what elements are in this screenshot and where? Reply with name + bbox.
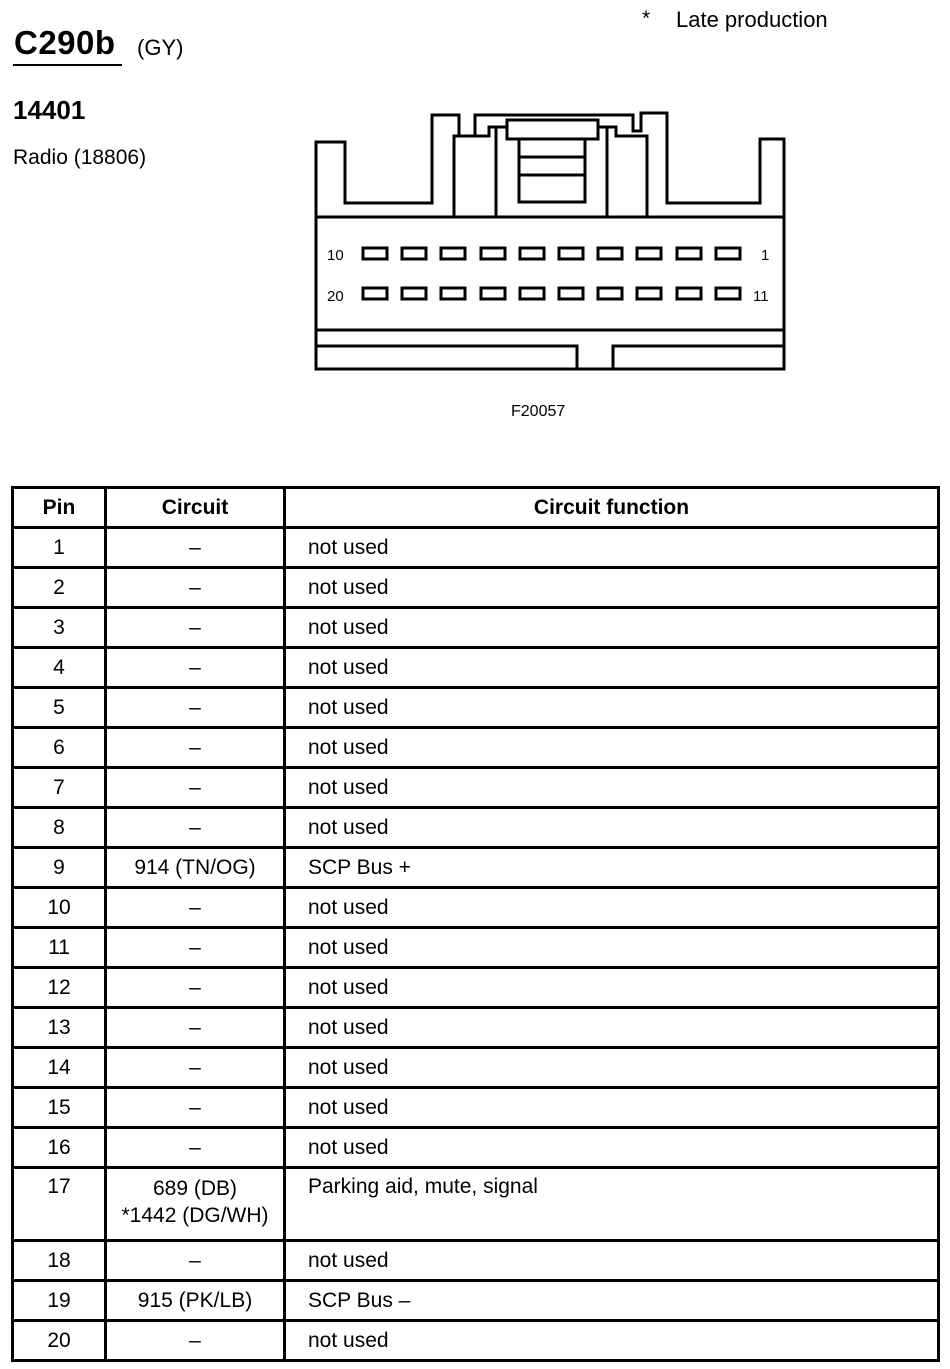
pin-cell: 13 <box>13 1008 106 1048</box>
pin-table <box>11 486 940 1362</box>
circuit-cell: – <box>106 888 285 928</box>
table-row <box>13 608 939 648</box>
circuit-cell: – <box>106 768 285 808</box>
circuit-cell: – <box>106 608 285 648</box>
function-cell: not used <box>285 688 939 728</box>
key-slot <box>316 346 784 369</box>
function-cell: not used <box>285 888 939 928</box>
table-row <box>13 1241 939 1281</box>
circuit-cell: – <box>106 1048 285 1088</box>
function-cell: not used <box>285 968 939 1008</box>
pin-cell: 16 <box>13 1128 106 1168</box>
pin-cell: 19 <box>13 1281 106 1321</box>
pin-cell: 5 <box>13 688 106 728</box>
circuit-cell: – <box>106 1241 285 1281</box>
figure-id: F20057 <box>511 403 566 420</box>
function-cell: not used <box>285 728 939 768</box>
pin-cell: 4 <box>13 648 106 688</box>
table-row <box>13 1008 939 1048</box>
circuit-cell: – <box>106 1088 285 1128</box>
function-cell: not used <box>285 648 939 688</box>
circuit-cell: – <box>106 568 285 608</box>
pin-cell: 10 <box>13 888 106 928</box>
function-cell: Parking aid, mute, signal <box>285 1168 939 1241</box>
function-cell: not used <box>285 608 939 648</box>
table-row <box>13 1168 939 1241</box>
pin-label-1: 1 <box>761 247 770 264</box>
header-pin: Pin <box>13 488 106 528</box>
table-row <box>13 568 939 608</box>
pin-cell: 8 <box>13 808 106 848</box>
pin-cell: 7 <box>13 768 106 808</box>
footnote-text: Late production <box>676 7 828 32</box>
function-cell: not used <box>285 768 939 808</box>
function-cell: not used <box>285 928 939 968</box>
pin-cell: 3 <box>13 608 106 648</box>
pin-cavity-row-top <box>363 248 740 259</box>
table-row <box>13 848 939 888</box>
function-cell: SCP Bus – <box>285 1281 939 1321</box>
pin-cell: 18 <box>13 1241 106 1281</box>
latch-slot-3 <box>519 175 585 202</box>
circuit-cell: – <box>106 688 285 728</box>
latch-slot-1 <box>519 139 585 157</box>
pin-cell: 14 <box>13 1048 106 1088</box>
header-function: Circuit function <box>285 488 939 528</box>
table-row <box>13 528 939 568</box>
pin-cell: 2 <box>13 568 106 608</box>
function-cell: not used <box>285 528 939 568</box>
table-row <box>13 648 939 688</box>
table-row <box>13 1088 939 1128</box>
table-row <box>13 1321 939 1361</box>
circuit-cell: 914 (TN/OG) <box>106 848 285 888</box>
circuit-cell: – <box>106 968 285 1008</box>
pin-cell: 15 <box>13 1088 106 1128</box>
table-row <box>13 1048 939 1088</box>
circuit-cell: – <box>106 528 285 568</box>
function-cell: not used <box>285 1321 939 1361</box>
function-cell: not used <box>285 1048 939 1088</box>
pin-cell: 12 <box>13 968 106 1008</box>
table-header-row <box>13 488 939 528</box>
pin-label-11: 11 <box>753 288 769 305</box>
pin-cell: 11 <box>13 928 106 968</box>
pin-cell: 1 <box>13 528 106 568</box>
table-row <box>13 968 939 1008</box>
function-cell: SCP Bus + <box>285 848 939 888</box>
pin-cell: 20 <box>13 1321 106 1361</box>
component-name: Radio (18806) <box>13 146 147 169</box>
table-row <box>13 928 939 968</box>
pin-cell: 6 <box>13 728 106 768</box>
pin-label-10: 10 <box>327 247 344 264</box>
table-row <box>13 808 939 848</box>
circuit-cell: – <box>106 928 285 968</box>
pin-label-20: 20 <box>327 288 344 305</box>
pin-cavity-row-bottom <box>363 288 740 299</box>
circuit-cell: – <box>106 728 285 768</box>
footnote-symbol: * <box>642 7 651 30</box>
table-row <box>13 888 939 928</box>
table-row <box>13 1128 939 1168</box>
header-circuit: Circuit <box>106 488 285 528</box>
connector-color: (GY) <box>137 35 184 60</box>
table-row <box>13 768 939 808</box>
connector-face-diagram <box>0 0 950 440</box>
circuit-cell: – <box>106 1128 285 1168</box>
circuit-cell: 915 (PK/LB) <box>106 1281 285 1321</box>
connector-id: C290b <box>14 24 116 61</box>
table-row <box>13 728 939 768</box>
circuit-cell: – <box>106 648 285 688</box>
function-cell: not used <box>285 1088 939 1128</box>
function-cell: not used <box>285 808 939 848</box>
circuit-cell: – <box>106 808 285 848</box>
function-cell: not used <box>285 1008 939 1048</box>
table-row <box>13 688 939 728</box>
function-cell: not used <box>285 1128 939 1168</box>
latch-tab <box>507 120 598 139</box>
part-number: 14401 <box>13 95 86 125</box>
function-cell: not used <box>285 568 939 608</box>
table-row <box>13 1281 939 1321</box>
pin-cell: 9 <box>13 848 106 888</box>
pin-cell: 17 <box>13 1168 106 1241</box>
circuit-cell: 689 (DB) *1442 (DG/WH) <box>106 1168 285 1241</box>
latch-slot-2 <box>519 157 585 175</box>
circuit-cell: – <box>106 1008 285 1048</box>
circuit-cell: – <box>106 1321 285 1361</box>
function-cell: not used <box>285 1241 939 1281</box>
